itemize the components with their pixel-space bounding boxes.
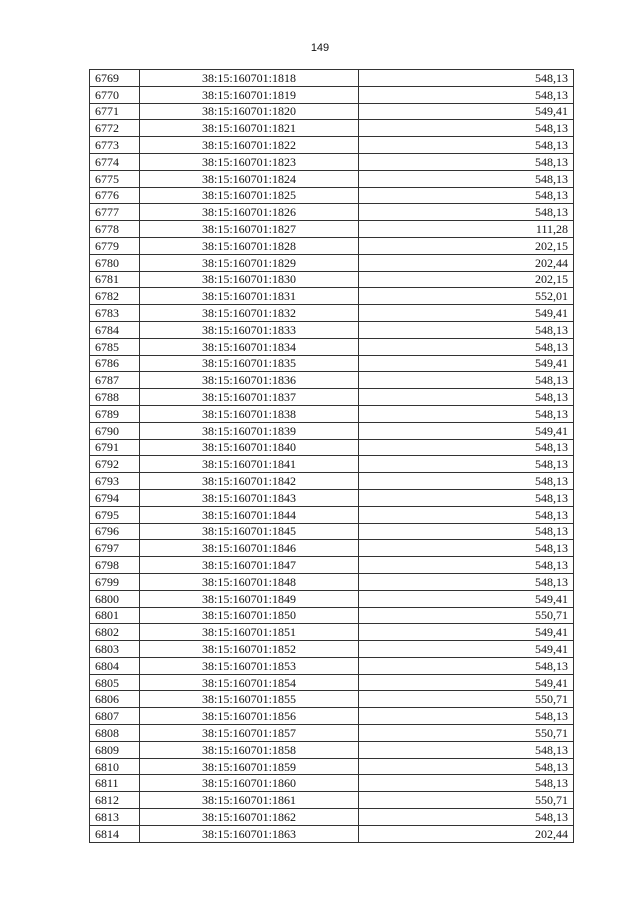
table-row bbox=[90, 456, 574, 473]
table-row bbox=[90, 657, 574, 674]
cadastral-number-cell: 38:15:160701:1835 bbox=[140, 355, 359, 372]
area-cell: 548,13 bbox=[359, 170, 574, 187]
row-number-cell: 6795 bbox=[90, 506, 140, 523]
table-row bbox=[90, 607, 574, 624]
row-number-cell: 6812 bbox=[90, 792, 140, 809]
area-cell: 548,13 bbox=[359, 338, 574, 355]
cadastral-number-cell: 38:15:160701:1838 bbox=[140, 405, 359, 422]
area-cell: 548,13 bbox=[359, 657, 574, 674]
row-number-cell: 6789 bbox=[90, 405, 140, 422]
row-number-cell: 6805 bbox=[90, 674, 140, 691]
row-number-cell: 6787 bbox=[90, 372, 140, 389]
table-row bbox=[90, 221, 574, 238]
area-cell: 550,71 bbox=[359, 607, 574, 624]
page-number: 149 bbox=[310, 42, 330, 54]
row-number-cell: 6800 bbox=[90, 590, 140, 607]
table-row bbox=[90, 153, 574, 170]
row-number-cell: 6793 bbox=[90, 473, 140, 490]
area-cell: 548,13 bbox=[359, 758, 574, 775]
area-cell: 202,44 bbox=[359, 254, 574, 271]
area-cell: 202,15 bbox=[359, 271, 574, 288]
cadastral-number-cell: 38:15:160701:1834 bbox=[140, 338, 359, 355]
cadastral-table bbox=[89, 69, 574, 843]
row-number-cell: 6803 bbox=[90, 641, 140, 658]
area-cell: 549,41 bbox=[359, 674, 574, 691]
area-cell: 548,13 bbox=[359, 120, 574, 137]
row-number-cell: 6772 bbox=[90, 120, 140, 137]
cadastral-number-cell: 38:15:160701:1828 bbox=[140, 237, 359, 254]
cadastral-number-cell: 38:15:160701:1832 bbox=[140, 305, 359, 322]
table-row bbox=[90, 473, 574, 490]
row-number-cell: 6811 bbox=[90, 775, 140, 792]
area-cell: 548,13 bbox=[359, 506, 574, 523]
table-row bbox=[90, 674, 574, 691]
row-number-cell: 6809 bbox=[90, 741, 140, 758]
row-number-cell: 6804 bbox=[90, 657, 140, 674]
row-number-cell: 6807 bbox=[90, 708, 140, 725]
cadastral-number-cell: 38:15:160701:1827 bbox=[140, 221, 359, 238]
area-cell: 548,13 bbox=[359, 775, 574, 792]
table-row bbox=[90, 540, 574, 557]
row-number-cell: 6781 bbox=[90, 271, 140, 288]
row-number-cell: 6786 bbox=[90, 355, 140, 372]
table-row bbox=[90, 691, 574, 708]
area-cell: 548,13 bbox=[359, 86, 574, 103]
cadastral-number-cell: 38:15:160701:1851 bbox=[140, 624, 359, 641]
table-row bbox=[90, 321, 574, 338]
row-number-cell: 6782 bbox=[90, 288, 140, 305]
row-number-cell: 6785 bbox=[90, 338, 140, 355]
table-row bbox=[90, 422, 574, 439]
table-row bbox=[90, 338, 574, 355]
cadastral-number-cell: 38:15:160701:1853 bbox=[140, 657, 359, 674]
table-row bbox=[90, 288, 574, 305]
row-number-cell: 6769 bbox=[90, 70, 140, 87]
area-cell: 548,13 bbox=[359, 439, 574, 456]
area-cell: 548,13 bbox=[359, 573, 574, 590]
cadastral-number-cell: 38:15:160701:1826 bbox=[140, 204, 359, 221]
cadastral-number-cell: 38:15:160701:1839 bbox=[140, 422, 359, 439]
row-number-cell: 6799 bbox=[90, 573, 140, 590]
row-number-cell: 6802 bbox=[90, 624, 140, 641]
row-number-cell: 6806 bbox=[90, 691, 140, 708]
table-row bbox=[90, 489, 574, 506]
table-row bbox=[90, 254, 574, 271]
row-number-cell: 6798 bbox=[90, 557, 140, 574]
area-cell: 550,71 bbox=[359, 725, 574, 742]
table-row bbox=[90, 170, 574, 187]
row-number-cell: 6794 bbox=[90, 489, 140, 506]
area-cell: 548,13 bbox=[359, 137, 574, 154]
table-row bbox=[90, 641, 574, 658]
area-cell: 548,13 bbox=[359, 204, 574, 221]
cadastral-number-cell: 38:15:160701:1841 bbox=[140, 456, 359, 473]
cadastral-number-cell: 38:15:160701:1833 bbox=[140, 321, 359, 338]
table-row bbox=[90, 439, 574, 456]
cadastral-number-cell: 38:15:160701:1829 bbox=[140, 254, 359, 271]
area-cell: 548,13 bbox=[359, 540, 574, 557]
row-number-cell: 6774 bbox=[90, 153, 140, 170]
cadastral-number-cell: 38:15:160701:1848 bbox=[140, 573, 359, 590]
cadastral-number-cell: 38:15:160701:1824 bbox=[140, 170, 359, 187]
area-cell: 548,13 bbox=[359, 708, 574, 725]
table-row bbox=[90, 70, 574, 87]
table-body bbox=[90, 70, 574, 843]
row-number-cell: 6791 bbox=[90, 439, 140, 456]
cadastral-number-cell: 38:15:160701:1854 bbox=[140, 674, 359, 691]
area-cell: 550,71 bbox=[359, 691, 574, 708]
table-row bbox=[90, 355, 574, 372]
table-row bbox=[90, 204, 574, 221]
row-number-cell: 6792 bbox=[90, 456, 140, 473]
area-cell: 202,15 bbox=[359, 237, 574, 254]
area-cell: 549,41 bbox=[359, 590, 574, 607]
row-number-cell: 6813 bbox=[90, 809, 140, 826]
table-row bbox=[90, 523, 574, 540]
table-row bbox=[90, 372, 574, 389]
area-cell: 548,13 bbox=[359, 557, 574, 574]
table-row bbox=[90, 103, 574, 120]
row-number-cell: 6777 bbox=[90, 204, 140, 221]
cadastral-number-cell: 38:15:160701:1852 bbox=[140, 641, 359, 658]
area-cell: 549,41 bbox=[359, 422, 574, 439]
area-cell: 548,13 bbox=[359, 456, 574, 473]
row-number-cell: 6773 bbox=[90, 137, 140, 154]
table-row bbox=[90, 758, 574, 775]
cadastral-number-cell: 38:15:160701:1861 bbox=[140, 792, 359, 809]
area-cell: 548,13 bbox=[359, 187, 574, 204]
area-cell: 549,41 bbox=[359, 355, 574, 372]
table-row bbox=[90, 590, 574, 607]
row-number-cell: 6797 bbox=[90, 540, 140, 557]
area-cell: 202,44 bbox=[359, 825, 574, 842]
row-number-cell: 6796 bbox=[90, 523, 140, 540]
area-cell: 548,13 bbox=[359, 405, 574, 422]
cadastral-number-cell: 38:15:160701:1836 bbox=[140, 372, 359, 389]
table-row bbox=[90, 775, 574, 792]
cadastral-number-cell: 38:15:160701:1822 bbox=[140, 137, 359, 154]
table-row bbox=[90, 792, 574, 809]
cadastral-number-cell: 38:15:160701:1820 bbox=[140, 103, 359, 120]
table-row bbox=[90, 187, 574, 204]
cadastral-number-cell: 38:15:160701:1844 bbox=[140, 506, 359, 523]
area-cell: 548,13 bbox=[359, 489, 574, 506]
table-row bbox=[90, 573, 574, 590]
table-row bbox=[90, 120, 574, 137]
area-cell: 548,13 bbox=[359, 741, 574, 758]
row-number-cell: 6778 bbox=[90, 221, 140, 238]
cadastral-number-cell: 38:15:160701:1819 bbox=[140, 86, 359, 103]
cadastral-number-cell: 38:15:160701:1837 bbox=[140, 389, 359, 406]
row-number-cell: 6788 bbox=[90, 389, 140, 406]
cadastral-number-cell: 38:15:160701:1842 bbox=[140, 473, 359, 490]
row-number-cell: 6814 bbox=[90, 825, 140, 842]
row-number-cell: 6783 bbox=[90, 305, 140, 322]
area-cell: 549,41 bbox=[359, 624, 574, 641]
cadastral-number-cell: 38:15:160701:1825 bbox=[140, 187, 359, 204]
table-row bbox=[90, 557, 574, 574]
cadastral-number-cell: 38:15:160701:1843 bbox=[140, 489, 359, 506]
cadastral-number-cell: 38:15:160701:1830 bbox=[140, 271, 359, 288]
table-row bbox=[90, 809, 574, 826]
cadastral-number-cell: 38:15:160701:1818 bbox=[140, 70, 359, 87]
table-row bbox=[90, 271, 574, 288]
area-cell: 549,41 bbox=[359, 641, 574, 658]
area-cell: 548,13 bbox=[359, 321, 574, 338]
area-cell: 550,71 bbox=[359, 792, 574, 809]
cadastral-number-cell: 38:15:160701:1821 bbox=[140, 120, 359, 137]
area-cell: 548,13 bbox=[359, 372, 574, 389]
row-number-cell: 6801 bbox=[90, 607, 140, 624]
row-number-cell: 6784 bbox=[90, 321, 140, 338]
cadastral-number-cell: 38:15:160701:1863 bbox=[140, 825, 359, 842]
cadastral-number-cell: 38:15:160701:1857 bbox=[140, 725, 359, 742]
area-cell: 548,13 bbox=[359, 389, 574, 406]
area-cell: 548,13 bbox=[359, 523, 574, 540]
row-number-cell: 6808 bbox=[90, 725, 140, 742]
row-number-cell: 6776 bbox=[90, 187, 140, 204]
cadastral-number-cell: 38:15:160701:1846 bbox=[140, 540, 359, 557]
table-row bbox=[90, 708, 574, 725]
cadastral-number-cell: 38:15:160701:1831 bbox=[140, 288, 359, 305]
cadastral-number-cell: 38:15:160701:1855 bbox=[140, 691, 359, 708]
table-row bbox=[90, 305, 574, 322]
cadastral-number-cell: 38:15:160701:1845 bbox=[140, 523, 359, 540]
table-row bbox=[90, 825, 574, 842]
table-row bbox=[90, 237, 574, 254]
table-row bbox=[90, 405, 574, 422]
cadastral-number-cell: 38:15:160701:1859 bbox=[140, 758, 359, 775]
area-cell: 111,28 bbox=[359, 221, 574, 238]
cadastral-number-cell: 38:15:160701:1856 bbox=[140, 708, 359, 725]
table-row bbox=[90, 506, 574, 523]
row-number-cell: 6790 bbox=[90, 422, 140, 439]
area-cell: 548,13 bbox=[359, 153, 574, 170]
area-cell: 548,13 bbox=[359, 809, 574, 826]
area-cell: 548,13 bbox=[359, 70, 574, 87]
cadastral-number-cell: 38:15:160701:1858 bbox=[140, 741, 359, 758]
row-number-cell: 6810 bbox=[90, 758, 140, 775]
table-row bbox=[90, 624, 574, 641]
table-row bbox=[90, 725, 574, 742]
table-row bbox=[90, 86, 574, 103]
area-cell: 552,01 bbox=[359, 288, 574, 305]
row-number-cell: 6780 bbox=[90, 254, 140, 271]
row-number-cell: 6775 bbox=[90, 170, 140, 187]
cadastral-number-cell: 38:15:160701:1850 bbox=[140, 607, 359, 624]
table-row bbox=[90, 741, 574, 758]
area-cell: 549,41 bbox=[359, 103, 574, 120]
row-number-cell: 6771 bbox=[90, 103, 140, 120]
cadastral-number-cell: 38:15:160701:1849 bbox=[140, 590, 359, 607]
cadastral-number-cell: 38:15:160701:1862 bbox=[140, 809, 359, 826]
row-number-cell: 6770 bbox=[90, 86, 140, 103]
area-cell: 548,13 bbox=[359, 473, 574, 490]
cadastral-number-cell: 38:15:160701:1840 bbox=[140, 439, 359, 456]
cadastral-number-cell: 38:15:160701:1860 bbox=[140, 775, 359, 792]
table-row bbox=[90, 137, 574, 154]
row-number-cell: 6779 bbox=[90, 237, 140, 254]
table-row bbox=[90, 389, 574, 406]
area-cell: 549,41 bbox=[359, 305, 574, 322]
cadastral-number-cell: 38:15:160701:1823 bbox=[140, 153, 359, 170]
cadastral-number-cell: 38:15:160701:1847 bbox=[140, 557, 359, 574]
